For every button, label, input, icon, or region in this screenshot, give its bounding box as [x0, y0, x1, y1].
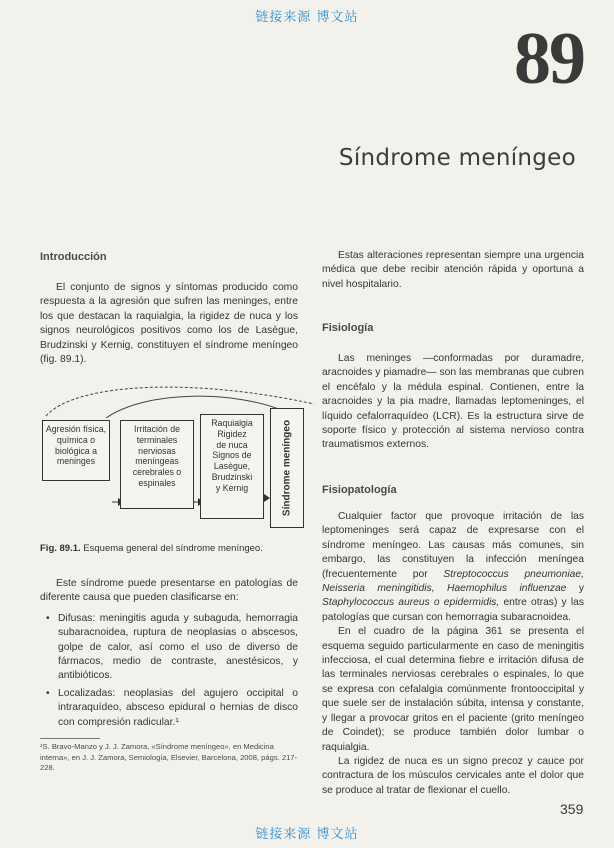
box-syndrome	[270, 408, 304, 528]
box-irritation	[120, 420, 194, 509]
right-intro	[322, 249, 584, 292]
box2-line: nerviosas	[138, 445, 176, 456]
list-item: • Difusas: meningitis aguda y subaguda, hemorragia subaracnoidea, ruptura de neoplasias o abscesos, golpe de calor, así como el uso de diverso de fármacos, medio de contraste, anestésicos, y antibióticos.	[58, 612, 298, 684]
box2-line: terminales	[136, 434, 178, 445]
box1-line: meninges	[56, 456, 96, 467]
fisiologia-paragraph: Las meninges —conformadas por duramadre, aracnoides y piamadre— son las membranas que cubren el encéfalo y la médula espinal. Contienen, entre la aracnoides y la pia madre, llamadas leptomeninges, el líquido cefalorraquídeo (LCR). Es la estructura sirve de soporte físico y protección al sistema nervioso contra traumatismos externos.	[322, 353, 584, 451]
box-signs	[200, 414, 264, 519]
chapter-title: Síndrome meníngeo	[338, 145, 576, 171]
p1b-text: entre otras) y las patologías que cursan con hemorragia subaracnoidea.	[322, 597, 584, 623]
box1-line: química o	[56, 434, 96, 445]
box1-line: Agresión física,	[45, 424, 107, 434]
box-aggression	[42, 420, 110, 481]
box3-line: Brudzinski	[211, 471, 253, 482]
intro-paragraph: El conjunto de signos y síntomas producido como respuesta a la agresión que sufren las meninges, entre los que destacan la raquialgia, la rigidez de nuca y los signos neurológicos positivos como los de Lasègue, Brudzinski y Kernig, constituyen el síndrome meníngeo (fig. 89.1).	[40, 282, 298, 366]
box3-line: Lasègue,	[213, 461, 251, 472]
box1-line: biológica a	[54, 445, 98, 456]
fisiopatologia-paragraph-1	[322, 510, 584, 625]
caption-label: Fig. 89.1.	[40, 543, 81, 554]
right-intro-paragraph: Estas alteraciones representan siempre una urgencia médica que debe recibir atención rápida y oportuna a nivel hospitalario.	[322, 250, 584, 290]
box2-line: cerebrales o	[132, 467, 182, 478]
p1a-text: Cualquier factor que provoque irritación de las leptomeninges será capaz de expresarse con el síndrome meníngeo. Las causas más comunes, sin embargo, las constituyen la infección meníngea (frecuentemente por	[322, 511, 584, 580]
causes-section	[40, 577, 298, 733]
watermark-top: 链接来源 博文站	[255, 10, 359, 25]
page-number: 359	[560, 801, 584, 817]
and-text: y	[578, 583, 584, 595]
footnote: ¹S. Bravo-Manzo y J. J. Zamora, «Síndrome meníngeo», en Medicina interna», en J. J. Zamora, Semiología, Elsevier, Barcelona, 2008, págs. 217-228.	[40, 742, 298, 772]
causes-intro: Este síndrome puede presentarse en patologías de diferente causa que pueden clasificarse en:	[40, 578, 298, 604]
fisiologia-text	[322, 352, 584, 453]
box3-line: de nuca	[216, 439, 248, 450]
figure-89-1	[36, 378, 314, 536]
watermark-bottom: 链接来源 博文站	[255, 827, 359, 842]
box3-line: Raquialgia	[211, 418, 253, 428]
box2-line: espinales	[138, 477, 176, 488]
organisms-1: Streptococcus pneumoniae, Neisseria meningitidis, Haemophilus influenzae	[322, 568, 584, 595]
list-item: • Localizadas: neoplasias del agujero occipital o intraraquídeo, absceso epidural o hernias de disco con compresión radicular.¹	[58, 687, 298, 730]
fisiopatologia-heading: Fisiopatología	[322, 484, 397, 496]
box3-line: Signos de	[212, 450, 252, 461]
fisiologia-heading: Fisiología	[322, 322, 374, 334]
box2-line: Irritación de	[134, 424, 180, 434]
syndrome-vertical-label: Síndrome meníngeo	[281, 419, 293, 517]
fisiopatologia-paragraph-3: La rigidez de nuca es un signo precoz y cauce por contractura de los músculos cervicales ante el dolor que se produce al tratar de flexionar el cuello.	[322, 755, 584, 796]
organisms-2: Staphylococcus aureus o epidermidis,	[322, 597, 500, 609]
figure-caption	[40, 543, 263, 554]
caption-text: Esquema general del síndrome meníngeo.	[83, 543, 263, 554]
fisiopatologia-text	[322, 510, 584, 798]
intro-text	[40, 281, 298, 367]
intro-heading: Introducción	[40, 251, 107, 263]
causes-list	[40, 612, 298, 730]
box3-line: y Kernig	[215, 482, 249, 493]
footnote-rule	[40, 738, 100, 739]
chapter-number: 89	[514, 18, 584, 100]
fisiopatologia-paragraph-2: En el cuadro de la página 361 se presenta el esquema seguido particularmente en caso de meningitis infecciosa, el cual determina fiebre e irritación difusa de las terminales nerviosas cerebrales o espinales, lo que se expresa con cefalalgia comúnmente frontooccipital y que suele ser de instalación súbita, intensa y constante, y llegar a provocar gritos en el paciente (grito meníngeo de Coindet); se produce también dolor lumbar o raquialgia.	[322, 626, 584, 753]
box2-line: meníngeas	[135, 456, 179, 467]
box3-line: Rigidez	[217, 428, 247, 439]
